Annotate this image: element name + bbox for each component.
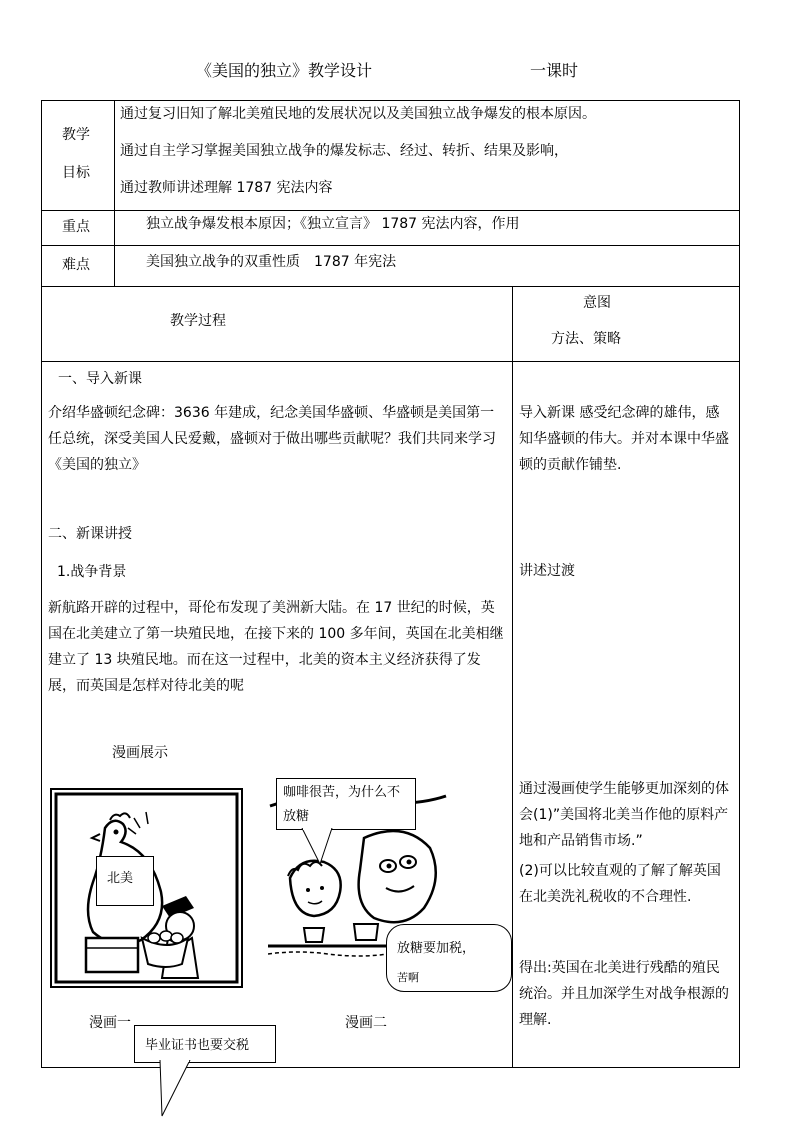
- speech-bubble-coffee: 咖啡很苦，为什么不放糖: [276, 778, 416, 830]
- intent-comic-2: (2)可以比较直观的了解了解英国在北美洗礼税收的不合理性.: [519, 863, 721, 905]
- speech-bubble-diploma-tail: [156, 1060, 196, 1122]
- goal-item: 通过复习旧知了解北美殖民地的发展状况以及美国独立战争爆发的根本原因。: [120, 106, 596, 122]
- speech-bubble-coffee-tail: [300, 828, 340, 868]
- comic-one-caption: 漫画一: [89, 1015, 131, 1031]
- intent-comic-3: 得出:英国在北美进行残酷的殖民统治。并且加深学生对战争根源的理解.: [519, 960, 729, 1028]
- background-heading: 1.战争背景: [57, 564, 127, 580]
- speech-bubble-diploma: 毕业证书也要交税: [134, 1025, 276, 1063]
- intent-transition: 讲述过渡: [519, 563, 575, 579]
- page-title: 《美国的独立》教学设计: [196, 61, 373, 80]
- process-header: 教学过程: [170, 313, 226, 329]
- comic-two-caption: 漫画二: [345, 1015, 387, 1031]
- intent-comic-1: 通过漫画使学生能够更加深刻的体会(1)”美国将北美当作他的原料产地和产品销售市场.”: [519, 781, 729, 849]
- key-points-text: 独立战争爆发根本原因；《独立宣言》 1787 宪法内容，作用: [146, 216, 520, 232]
- difficult-points-label: 难点: [62, 257, 90, 273]
- goal-item: 通过教师讲述理解 1787 宪法内容: [120, 180, 333, 196]
- goals-label: 教学 目标: [62, 127, 90, 181]
- difficult-points-text: 美国独立战争的双重性质 1787 年宪法: [146, 254, 397, 270]
- key-points-label: 重点: [62, 219, 90, 235]
- lesson-duration: 一课时: [530, 61, 579, 80]
- background-text: 新航路开辟的过程中，哥伦布发现了美洲新大陆。在 17 世纪的时候，英国在北美建立了第一块殖民地，在接下来的 100 多年间，英国在北美相继建立了 13 块殖民地。而在这一过程中，北美的资本主义经济获得了发展，而英国是怎样对待北美的呢: [48, 600, 504, 694]
- new-lesson-heading: 二、新课讲授: [48, 526, 132, 542]
- speech-bubble-sugar-tax: 放糖要加税， 苦啊: [386, 924, 512, 992]
- goal-item: 通过自主学习掌握美国独立战争的爆发标志、经过、转折、结果及影响，: [120, 143, 568, 159]
- intent-header: 意图: [583, 295, 611, 311]
- intro-heading: 一、导入新课: [58, 371, 142, 387]
- intro-text: 介绍华盛顿纪念碑：3636 年建成，纪念美国华盛顿、华盛顿是美国第一任总统，深受美国人民爱戴，盛顿对于做出哪些贡献呢？我们共同来学习《美国的独立》: [48, 405, 496, 473]
- north-america-label: 北美: [96, 856, 154, 906]
- comic-heading: 漫画展示: [112, 745, 168, 761]
- intent-intro: 导入新课 感受纪念碑的雄伟，感知华盛顿的伟大。并对本课中华盛顿的贡献作铺垫.: [519, 405, 729, 473]
- method-header: 方法、策略: [551, 331, 621, 347]
